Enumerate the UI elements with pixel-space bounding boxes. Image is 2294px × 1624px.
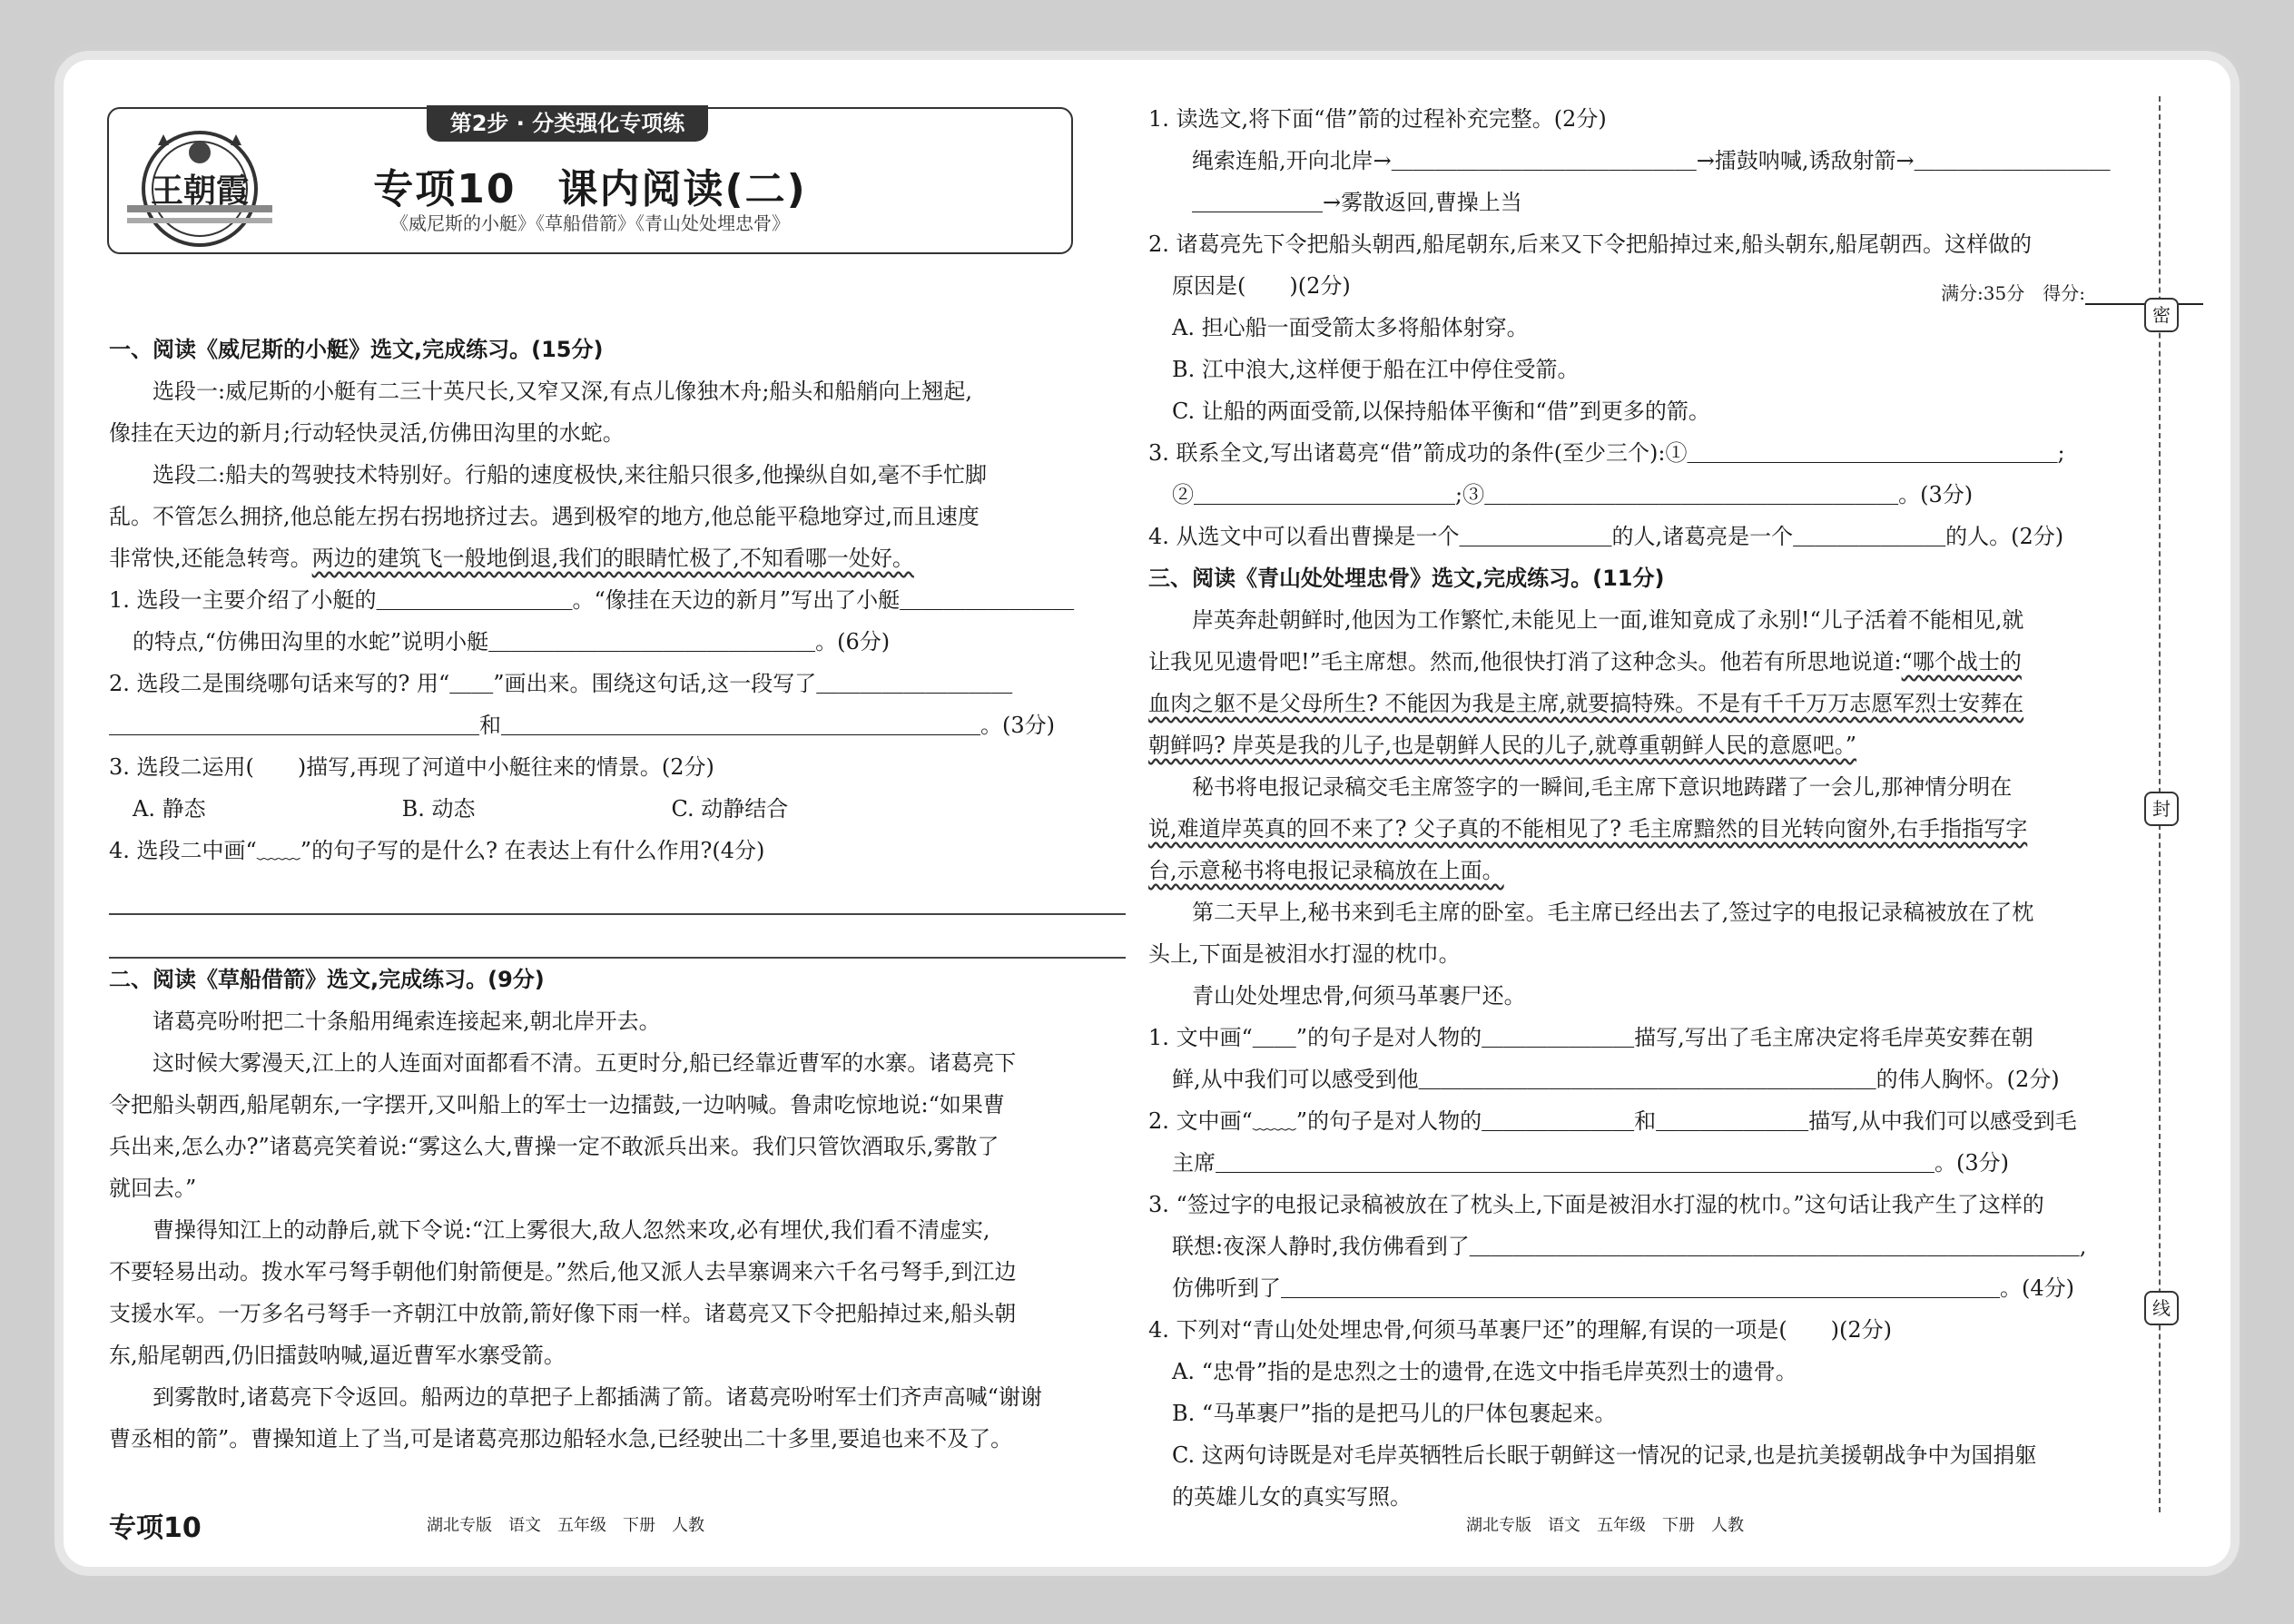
- text-line: 秘书将电报记录稿交毛主席签字的一瞬间,毛主席下意识地踌躇了一会儿,那神情分明在: [1192, 774, 2013, 800]
- binding-mark-top: 密: [2144, 298, 2179, 332]
- text-line: 诸葛亮吩咐把二十条船用绳索连接起来,朝北岸开去。: [153, 1009, 661, 1034]
- text-line: [1148, 724, 2179, 766]
- text-line: ＿＿＿＿＿＿→雾散返回,曹操上当: [1192, 190, 1522, 215]
- text-line: 选段一:威尼斯的小艇有二三十英尺长,又窄又深,有点儿像独木舟;船头和船艄向上翘起,: [153, 379, 973, 404]
- publisher-logo: [127, 116, 272, 252]
- section-heading: 三、阅读《青山处处埋忠骨》选文,完成练习。(11分): [1148, 566, 1665, 591]
- text-line: 岸英奔赴朝鲜时,他因为工作繁忙,未能见上一面,谁知竟成了永别!“儿子活着不能相见,就: [1192, 607, 2024, 633]
- section-heading: ②＿＿＿＿＿＿＿＿＿＿＿＿;③＿＿＿＿＿＿＿＿＿＿＿＿＿＿＿＿＿＿＿。(3分): [1172, 482, 1974, 507]
- wavy-underlined-text: 两边的建筑飞一般地倒退,我们的眼睛忙极了,不知看哪一处好。: [311, 546, 914, 571]
- text-line: 4. 下列对“青山处处埋忠骨,何须马革裹尸还”的理解,有误的一项是( )(2分): [1148, 1317, 1893, 1343]
- step-banner: 第2步 · 分类强化专项练: [427, 105, 708, 142]
- score-label: 满分:35分 得分:: [1941, 282, 2085, 304]
- wavy-underlined-text: 说,难道岸英真的回不来了? 父子真的不能相见了? 毛主席黯然的目光转向窗外,右手指指写字: [1148, 816, 2028, 842]
- section-heading: A. 担心船一面受箭太多将船体射穿。: [1172, 315, 1529, 340]
- text-line: 第二天早上,秘书来到毛主席的卧室。毛主席已经出去了,签过字的电报记录稿被放在了枕: [1192, 900, 2034, 925]
- text-line: 2. 选段二是围绕哪句话来写的? 用“＿＿”画出来。围绕这句话,这一段写了＿＿＿＿＿＿＿＿＿: [109, 671, 1013, 696]
- footer-info-right: 湖北专版 语文 五年级 下册 人教: [1466, 1516, 1744, 1535]
- answer-line[interactable]: [109, 871, 1126, 915]
- section-heading: 二、阅读《草船借箭》选文,完成练习。(9分): [109, 967, 545, 992]
- text-line: 4. 选段二中画“﹏﹏”的句子写的是什么? 在表达上有什么作用?(4分): [109, 838, 765, 863]
- text-line: 曹丞相的箭”。曹操知道上了当,可是诸葛亮那边船轻水急,已经驶出二十多里,要追也来不及了。: [109, 1426, 1013, 1452]
- text-line: 头上,下面是被泪水打湿的枕巾。: [1148, 941, 1461, 967]
- text-line: 东,船尾朝西,仍旧擂鼓呐喊,逼近曹军水寨受箭。: [109, 1343, 566, 1368]
- section-heading: C. 这两句诗既是对毛岸英牺牲后长眠于朝鲜这一情况的记录,也是抗美援朝战争中为国捐躯: [1172, 1442, 2037, 1468]
- right-column: [1148, 98, 2179, 1518]
- section-heading: B. “马革裹尸”指的是把马儿的尸体包裹起来。: [1172, 1401, 1617, 1426]
- text-line: [1148, 850, 2179, 891]
- section-heading: B. 江中浪大,这样便于船在江中停住受箭。: [1172, 357, 1580, 382]
- text-line: 非常快,还能急转弯。两边的建筑飞一般地倒退,我们的眼睛忙极了,不知看哪一处好。: [109, 546, 914, 571]
- section-heading: C. 让船的两面受箭,以保持船体平衡和“借”到更多的箭。: [1172, 399, 1710, 424]
- text-line: 青山处处埋忠骨,何须马革裹尸还。: [1192, 983, 1526, 1009]
- text-line: 3. “签过字的电报记录稿被放在了枕头上,下面是被泪水打湿的枕巾。”这句话让我产生了这样的: [1148, 1192, 2044, 1217]
- text-line: ＿＿＿＿＿＿＿＿＿＿＿＿＿＿＿＿＿和＿＿＿＿＿＿＿＿＿＿＿＿＿＿＿＿＿＿＿＿＿＿。(3分): [109, 713, 1055, 738]
- text-line: 兵出来,怎么办?”诸葛亮笑着说:“雾这么大,曹操一定不敢派兵出来。我们只管饮酒取乐,雾散了: [109, 1134, 999, 1159]
- section-heading: 的英雄儿女的真实写照。: [1172, 1484, 1412, 1510]
- section-heading: 联想:夜深人静时,我仿佛看到了＿＿＿＿＿＿＿＿＿＿＿＿＿＿＿＿＿＿＿＿＿＿＿＿＿＿＿＿,: [1172, 1234, 2087, 1259]
- page-title: 专项10 课内阅读(二): [373, 166, 807, 212]
- footer-section-number: 专项10: [109, 1512, 202, 1544]
- wavy-underlined-text: 台,示意秘书将电报记录稿放在上面。: [1148, 858, 1504, 883]
- section-heading: 的特点,“仿佛田沟里的水蛇”说明小艇＿＿＿＿＿＿＿＿＿＿＿＿＿＿＿。(6分): [133, 629, 891, 655]
- section-heading: 主席＿＿＿＿＿＿＿＿＿＿＿＿＿＿＿＿＿＿＿＿＿＿＿＿＿＿＿＿＿＿＿＿＿。(3分): [1172, 1150, 2009, 1176]
- lesson-list: 《威尼斯的小艇》《草船借箭》《青山处处埋忠骨》: [390, 212, 790, 234]
- text-line: [1148, 808, 2179, 850]
- text-line: 2. 诸葛亮先下令把船头朝西,船尾朝东,后来又下令把船掉过来,船头朝东,船尾朝西。这样做的: [1148, 231, 2033, 257]
- text-line: [1148, 683, 2179, 724]
- footer-info-left: 湖北专版 语文 五年级 下册 人教: [427, 1516, 704, 1535]
- text-line: 让我见见遗骨吧!”毛主席想。然而,他很快打消了这种念头。他若有所思地说道:“哪个战士的: [1148, 649, 2022, 674]
- text-line: 像挂在天边的新月;行动轻快灵活,仿佛田沟里的水蛇。: [109, 420, 625, 446]
- section-heading: 一、阅读《威尼斯的小艇》选文,完成练习。(15分): [109, 337, 604, 362]
- text-line: 就回去。”: [109, 1176, 197, 1201]
- wavy-underlined-text: 血肉之躯不是父母所生? 不能因为我是主席,就要搞特殊。不是有千千万万志愿军烈士安葬在: [1148, 691, 2024, 716]
- text-line: 3. 选段二运用( )描写,再现了河道中小艇往来的情景。(2分): [109, 754, 714, 780]
- binding-mark-middle: 封: [2144, 792, 2179, 826]
- text-line: 1. 选段一主要介绍了小艇的＿＿＿＿＿＿＿＿＿。“像挂在天边的新月”写出了小艇＿＿＿＿＿＿＿＿: [109, 587, 1075, 613]
- text-line: 到雾散时,诸葛亮下令返回。船两边的草把子上都插满了箭。诸葛亮吩咐军士们齐声高喊“谢谢: [153, 1384, 1042, 1410]
- text-line: 3. 联系全文,写出诸葛亮“借”箭成功的条件(至少三个):①＿＿＿＿＿＿＿＿＿＿＿＿＿＿＿＿＿;: [1148, 440, 2065, 466]
- answer-line[interactable]: [109, 915, 1126, 959]
- text-line: 1. 读选文,将下面“借”箭的过程补充完整。(2分): [1148, 106, 1607, 132]
- section-heading: A. “忠骨”指的是忠烈之士的遗骨,在选文中指毛岸英烈士的遗骨。: [1172, 1359, 1797, 1384]
- text-line: 选段二:船夫的驾驶技术特别好。行船的速度极快,来往船只很多,他操纵自如,毫不手忙脚: [153, 462, 987, 487]
- section-heading: 原因是( )(2分): [1172, 273, 1351, 299]
- text-line: 4. 从选文中可以看出曹操是一个＿＿＿＿＿＿＿的人,诸葛亮是一个＿＿＿＿＿＿＿的人。(2分): [1148, 524, 2064, 549]
- wavy-underlined-text: “哪个战士的: [1901, 649, 2022, 674]
- binding-mark-bottom: 线: [2144, 1291, 2179, 1325]
- text-line: 令把船头朝西,船尾朝东,一字摆开,又叫船上的军士一边擂鼓,一边呐喊。鲁肃吃惊地说:“如果曹: [109, 1092, 1005, 1117]
- text-line: 不要轻易出动。拨水军弓弩手朝他们射箭便是。”然后,他又派人去旱寨调来六千名弓弩手,到江边: [109, 1259, 1017, 1284]
- section-heading: 鲜,从中我们可以感受到他＿＿＿＿＿＿＿＿＿＿＿＿＿＿＿＿＿＿＿＿＿的伟人胸怀。(2分): [1172, 1067, 2060, 1092]
- section-heading: 仿佛听到了＿＿＿＿＿＿＿＿＿＿＿＿＿＿＿＿＿＿＿＿＿＿＿＿＿＿＿＿＿＿＿＿＿。(4分): [1172, 1275, 2074, 1301]
- text-line: 曹操得知江上的动静后,就下令说:“江上雾很大,敌人忽然来攻,必有埋伏,我们看不清虚实,: [153, 1217, 990, 1243]
- page-sheet: [64, 60, 2230, 1567]
- left-column: [109, 329, 1126, 1460]
- text-line: 2. 文中画“﹏﹏”的句子是对人物的＿＿＿＿＿＿＿和＿＿＿＿＿＿＿描写,从中我们可以感受到毛: [1148, 1108, 2077, 1134]
- text-line: 支援水军。一万多名弓弩手一齐朝江中放箭,箭好像下雨一样。诸葛亮又下令把船掉过来,船头朝: [109, 1301, 1017, 1326]
- wavy-underlined-text: 朝鲜吗? 岸英是我的儿子,也是朝鲜人民的儿子,就尊重朝鲜人民的意愿吧。”: [1148, 733, 1857, 758]
- svg-text:王朝霞: 王朝霞: [150, 172, 250, 210]
- text-line: 1. 文中画“＿＿”的句子是对人物的＿＿＿＿＿＿＿描写,写出了毛主席决定将毛岸英安葬在朝: [1148, 1025, 2033, 1050]
- text-line: 这时候大雾漫天,江上的人连面对面都看不清。五更时分,船已经靠近曹军的水寨。诸葛亮下: [153, 1050, 1017, 1076]
- section-heading: A. 静态 B. 动态 C. 动静结合: [133, 796, 789, 822]
- text-line: 乱。不管怎么拥挤,他总能左拐右拐地挤过去。遇到极窄的地方,他总能平稳地穿过,而且速度: [109, 504, 980, 529]
- text-line: 绳索连船,开向北岸→＿＿＿＿＿＿＿＿＿＿＿＿＿＿→擂鼓呐喊,诱敌射箭→＿＿＿＿＿＿＿＿＿: [1192, 148, 2111, 173]
